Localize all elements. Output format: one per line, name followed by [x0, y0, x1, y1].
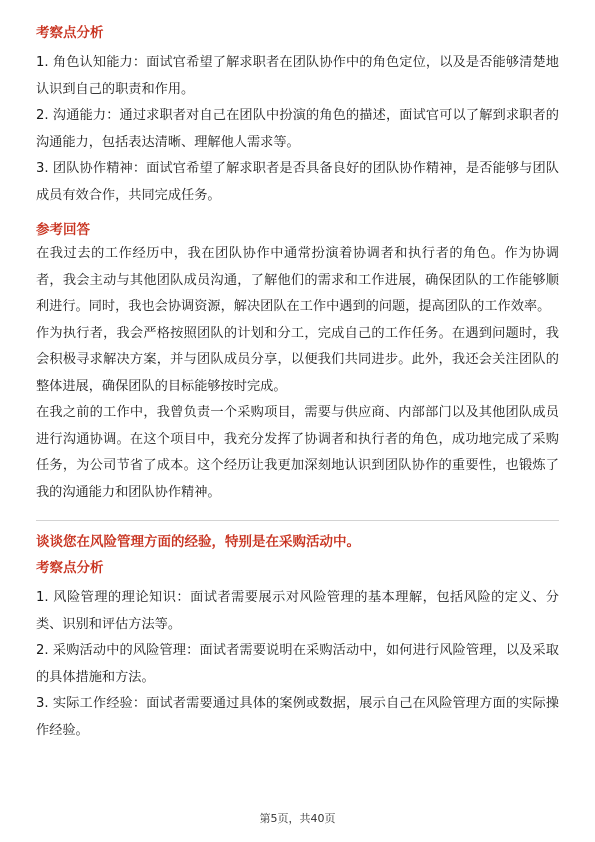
answer-paragraph: 作为执行者，我会严格按照团队的计划和分工，完成自己的工作任务。在遇到问题时，我会积极寻求解决方案，并与团队成员分享，以便我们共同进步。此外，我还会关注团队的整体进展，确保团队的目标能够按时完成。 — [36, 325, 559, 394]
analysis-item: 1. 风险管理的理论知识：面试者需要展示对风险管理的基本理解，包括风险的定义、分类、识别和评估方法等。 — [36, 590, 559, 632]
answer-paragraph: 在我过去的工作经历中，我在团队协作中通常扮演着协调者和执行者的角色。作为协调者，我会主动与其他团队成员沟通，了解他们的需求和工作进展，确保团队的工作能够顺利进行。同时，我也会协调资源，解决团队在工作中遇到的问题，提高团队的工作效率。 — [36, 246, 559, 314]
answer-paragraph: 在我之前的工作中，我曾负责一个采购项目，需要与供应商、内部部门以及其他团队成员进行沟通协调。在这个项目中，我充分发挥了协调者和执行者的角色，成功地完成了采购任务，为公司节省了成本。这个经历让我更加深刻地认识到团队协作的重要性，也锻炼了我的沟通能力和团队协作精神。 — [36, 405, 559, 500]
analysis-item: 3. 实际工作经验：面试者需要通过具体的案例或数据，展示自己在风险管理方面的实际操作经验。 — [36, 696, 559, 738]
page-content — [36, 22, 559, 744]
section-heading-answer: 参考回答 — [36, 222, 90, 238]
page-number: 第5页，共40页 — [259, 812, 336, 825]
analysis-item: 1. 角色认知能力：面试官希望了解求职者在团队协作中的角色定位，以及是否能够清楚地认识到自己的职责和作用。 — [36, 55, 559, 97]
section-divider — [36, 520, 559, 521]
analysis-item: 2. 采购活动中的风险管理：面试者需要说明在采购活动中，如何进行风险管理，以及采取的具体措施和方法。 — [36, 643, 559, 685]
section-heading-analysis: 考察点分析 — [36, 560, 104, 576]
analysis-item: 3. 团队协作精神：面试官希望了解求职者是否具备良好的团队协作精神，是否能够与团队成员有效合作，共同完成任务。 — [36, 161, 559, 203]
analysis-item: 2. 沟通能力：通过求职者对自己在团队中扮演的角色的描述，面试官可以了解到求职者的沟通能力，包括表达清晰、理解他人需求等。 — [36, 108, 559, 150]
interview-question: 谈谈您在风险管理方面的经验，特别是在采购活动中。 — [36, 534, 360, 550]
section-heading-analysis: 考察点分析 — [36, 25, 104, 41]
